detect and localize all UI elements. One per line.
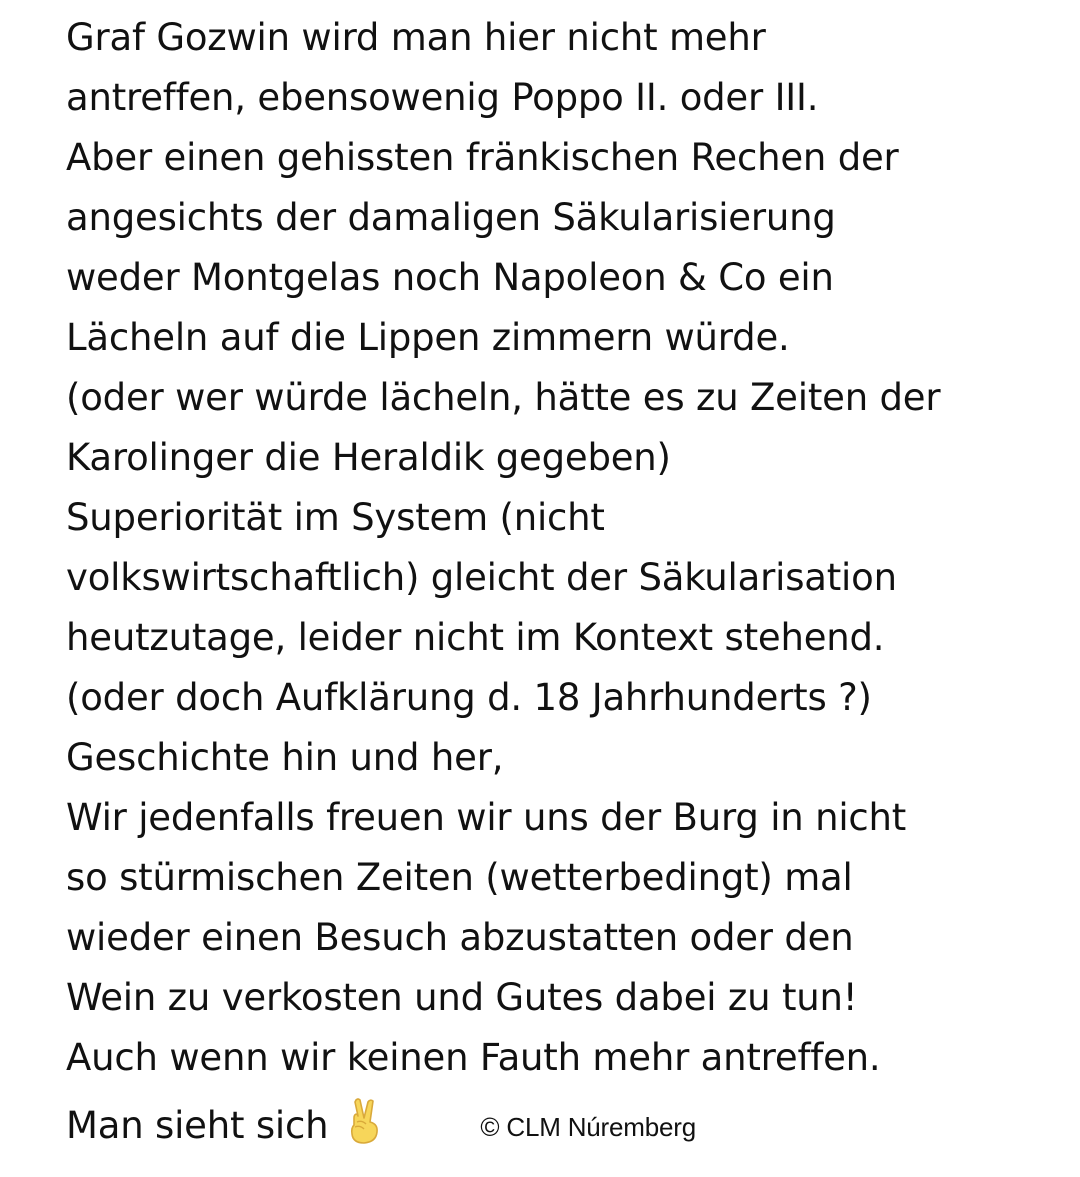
text-line: Wir jedenfalls freuen wir uns der Burg in nicht [66, 796, 907, 839]
text-line: volkswirtschaftlich) gleicht der Säkularisation [66, 556, 897, 599]
text-line: (oder wer würde lächeln, hätte es zu Zeiten der [66, 376, 941, 419]
victory-hand-icon [344, 1096, 388, 1146]
text-line: Graf Gozwin wird man hier nicht mehr [66, 16, 766, 59]
text-line: Auch wenn wir keinen Fauth mehr antreffen. [66, 1036, 881, 1079]
text-line: Superiorität im System (nicht [66, 496, 605, 539]
text-line: weder Montgelas noch Napoleon & Co ein [66, 256, 834, 299]
text-line: heutzutage, leider nicht im Kontext stehend. [66, 616, 885, 659]
text-line: Karolinger die Heraldik gegeben) [66, 436, 671, 479]
text-line: so stürmischen Zeiten (wetterbedingt) mal [66, 856, 853, 899]
text-line: antreffen, ebensowenig Poppo II. oder III. [66, 76, 819, 119]
text-line: Wein zu verkosten und Gutes dabei zu tun! [66, 976, 858, 1019]
text-line: (oder doch Aufklärung d. 18 Jahrhunderts ?) [66, 676, 872, 719]
copyright-notice: © CLM Núremberg [480, 1112, 696, 1142]
text-line: wieder einen Besuch abzustatten oder den [66, 916, 854, 959]
text-line: Lächeln auf die Lippen zimmern würde. [66, 316, 790, 359]
text-line: angesichts der damaligen Säkularisierung [66, 196, 836, 239]
closing-text: Man sieht sich [66, 1104, 329, 1147]
text-line: Geschichte hin und her, [66, 736, 504, 779]
closing-line [66, 1088, 1056, 1148]
text-line: Aber einen gehissten fränkischen Rechen der [66, 136, 899, 179]
document-body [66, 8, 1056, 1148]
